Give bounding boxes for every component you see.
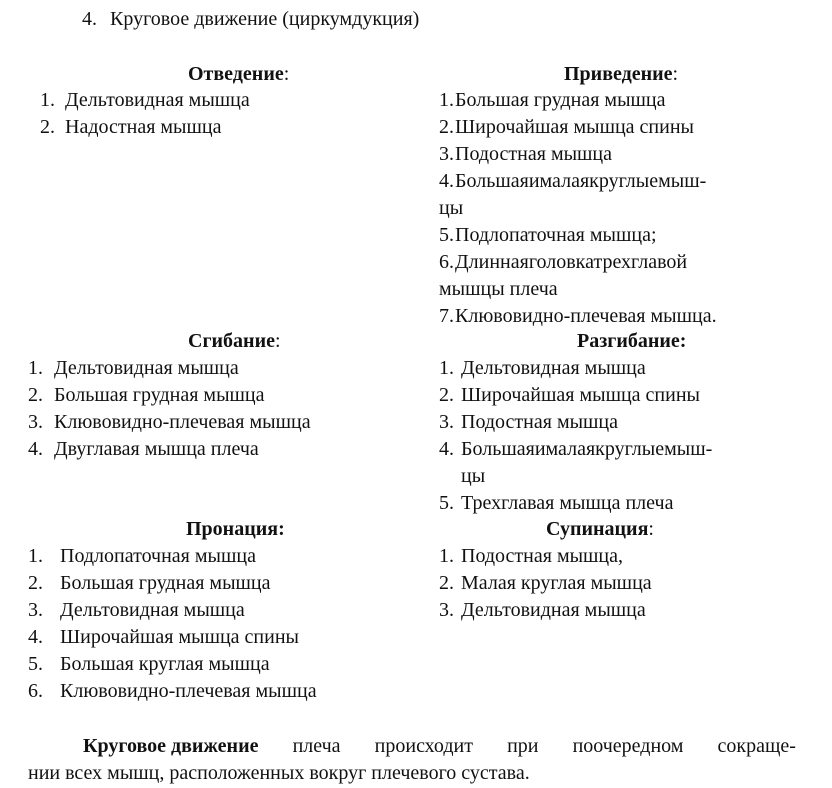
list-item: 5. Подлопаточная мышца; (439, 224, 657, 246)
abduction-list (40, 87, 400, 141)
list-item: 2. Широчайшая мышца спины (439, 116, 694, 138)
list-item: 1. Подостная мышца, (439, 545, 624, 567)
list-item: 1. Дельтовидная мышца (439, 357, 646, 379)
list-item: 6. Длиннаяголовкатрехглавой мышцы плеча (439, 251, 688, 300)
list-item: 7. Клювовидно-плечевая мышца. (439, 305, 717, 327)
paragraph-line-2: нии всех мышц, расположенных вокруг плечевого сустава. (28, 762, 530, 784)
adduction-list (439, 87, 796, 330)
list-item: 1. Дельтовидная мышца (28, 357, 239, 379)
list-item: 2. Большая грудная мышца (28, 384, 265, 406)
list-item: 1. Большая грудная мышца (439, 89, 666, 111)
list-item: 3. Дельтовидная мышца (439, 599, 646, 621)
list-item: 5. Трехглавая мышца плеча (439, 492, 674, 514)
top-item-number: 4. (82, 8, 97, 30)
list-item: 4. Двуглавая мышца плеча (28, 438, 259, 460)
pronation-heading: Пронация: (186, 518, 285, 540)
list-item: 6. Клювовидно-плечевая мышца (28, 680, 317, 702)
supination-list (439, 543, 796, 624)
extension-list (439, 355, 796, 517)
paragraph-bold-lead: Круговое движение (83, 735, 259, 757)
list-item: 2. Большая грудная мышца (28, 572, 271, 594)
list-item: 1. Подлопаточная мышца (28, 545, 256, 567)
abduction-heading: Отведение: (188, 63, 290, 85)
list-item: 4. Большаяималаякруглыемыш- цы (439, 438, 713, 487)
top-list-item (82, 6, 419, 33)
list-item: 4. Большаяималаякруглыемыш- цы (439, 170, 707, 219)
paragraph-line-1: Круговое движение плеча происходит при поочередном сокраще- (28, 733, 796, 760)
list-item: 4. Широчайшая мышца спины (28, 626, 299, 648)
flexion-heading: Сгибание: (188, 330, 281, 352)
adduction-heading: Приведение: (564, 63, 679, 85)
list-item: 1. Дельтовидная мышца (40, 89, 250, 111)
supination-heading: Супинация: (546, 518, 654, 540)
list-item: 3. Клювовидно-плечевая мышца (28, 411, 311, 433)
list-item: 5. Большая круглая мышца (28, 653, 270, 675)
summary-paragraph (28, 733, 796, 787)
list-item: 2. Надостная мышца (40, 116, 222, 138)
extension-heading: Разгибание: (577, 330, 687, 352)
top-item-text: Круговое движение (циркумдукция) (110, 8, 420, 30)
list-item: 2. Малая круглая мышца (439, 572, 652, 594)
flexion-list (28, 355, 398, 463)
list-item: 3. Подостная мышца (439, 143, 613, 165)
list-item: 3. Дельтовидная мышца (28, 599, 245, 621)
list-item: 2. Широчайшая мышца спины (439, 384, 700, 406)
list-item: 3. Подостная мышца (439, 411, 619, 433)
pronation-list (28, 543, 398, 705)
